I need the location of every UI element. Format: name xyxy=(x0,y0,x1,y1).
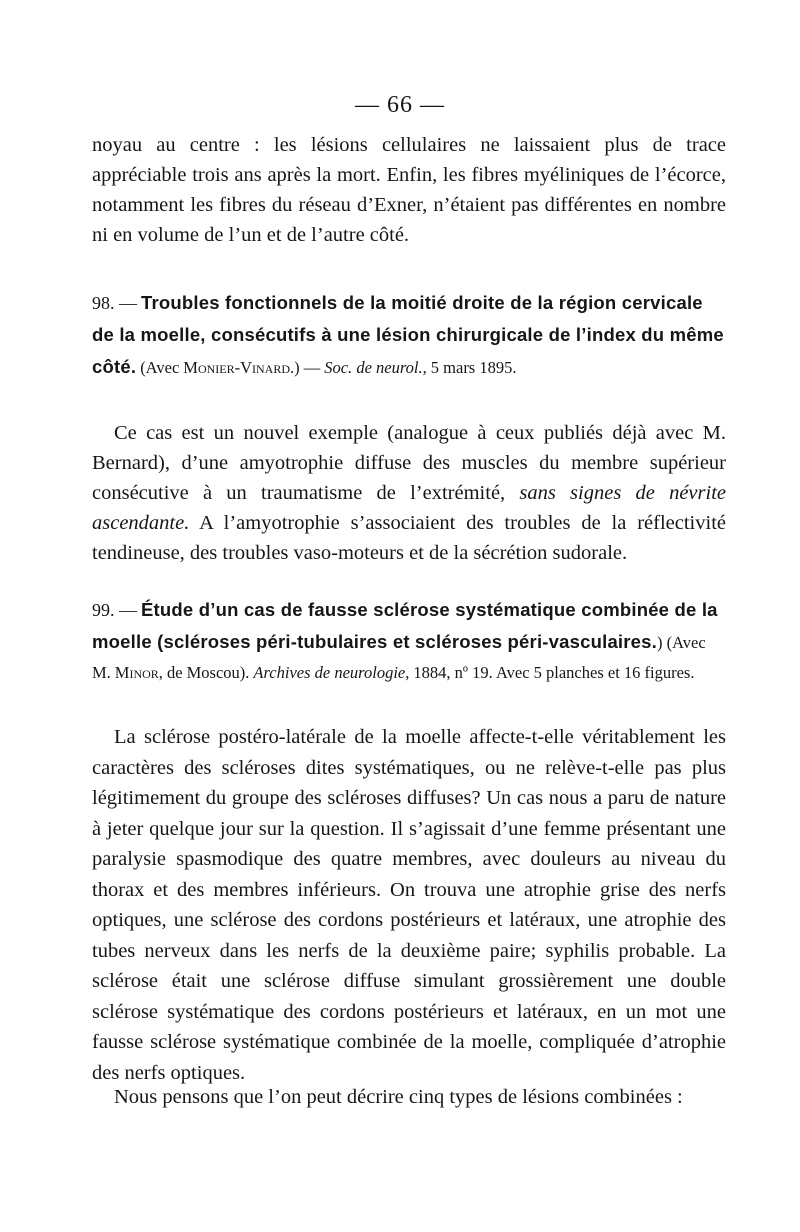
entry-98 xyxy=(92,288,726,384)
entry-99-number: 99. — xyxy=(92,600,137,620)
entry-98-ref-author: Monier-Vinard. xyxy=(183,358,295,377)
paragraph-98-text-after: A l’amyotrophie s’associaient des troubles de la réflectivité tendineuse, des troubles vaso-moteurs et de la sécrétion sudorale. xyxy=(92,512,726,564)
paragraph-99: La sclérose postéro-latérale de la moelle affecte-t-elle véritablement les caractères des scléroses dites systématiques, ou ne relève-t-elle pas plus légitimement du groupe des scléroses diffuses? Un cas nous a paru de nature à jeter quelque jour sur la question. Il s’agissait d’une femme présentant une paralysie spasmodique des quatre membres, avec douleurs au niveau du thorax et des membres inférieurs. On trouva une atrophie grise des nerfs optiques, une sclérose des cordons postérieurs et latéraux, une atrophie des tubes nerveux dans les nerfs de la deuxième paire; syphilis probable. La sclérose était une sclérose diffuse simulant grossièrement une double sclérose systématique des cordons postérieurs et latéraux, en un mot une fausse sclérose systématique combinée de la moelle, compliquée d’atrophie des nerfs optiques. xyxy=(92,726,726,1084)
page-number: — 66 — xyxy=(355,92,445,118)
paragraph-98-text-before: Ce cas est un nouvel exemple (analogue à ceux publiés déjà avec M. Bernard), d’une amyotrophie diffuse des muscles du membre supérieur consécutive à un traumatisme de l’extrémité, xyxy=(92,422,726,504)
entry-98-title: Troubles fonctionnels de la moitié droite de la région cervicale de la moelle, consécutifs à une lésion chirurgicale de l’index du même côté. xyxy=(92,292,724,377)
entry-99-ref-author: Minor, xyxy=(114,663,163,682)
entry-98-ref-mid: ) — xyxy=(294,358,321,377)
paragraph-98-italic: sans signes de névrite ascendante. xyxy=(92,482,727,534)
entry-98-ref-prefix: (Avec xyxy=(140,358,180,377)
paragraph-continuation: noyau au centre : les lésions cellulaires ne laissaient plus de trace appréciable trois ans après la mort. Enfin, les fibres myéliniques de l’écorce, notamment les fibres du réseau d’Exner, n’étaient pas différentes en nombre ni en volume de l’un et de l’autre côté. xyxy=(92,134,726,246)
entry-99-ref-prefix: ) (Avec M. xyxy=(92,633,706,682)
entry-99-ref-mid: de Moscou). xyxy=(166,663,250,682)
entry-99 xyxy=(92,595,726,689)
paragraph-final: Nous pensons que l’on peut décrire cinq types de lésions combinées : xyxy=(114,1086,683,1108)
entry-99-ref-tail: 1884, nº 19. Avec 5 planches et 16 figures. xyxy=(413,663,695,682)
entry-99-title: Étude d’un cas de fausse sclérose systématique combinée de la moelle (scléroses péri-tubulaires et scléroses péri-vasculaires. xyxy=(92,599,718,652)
entry-98-number: 98. — xyxy=(92,293,137,313)
entry-98-ref-journal: Soc. de neurol., xyxy=(324,358,427,377)
entry-99-ref-journal: Archives de neurologie, xyxy=(253,663,410,682)
paragraph-98 xyxy=(92,418,726,568)
entry-98-ref-date: 5 mars 1895. xyxy=(430,358,517,377)
